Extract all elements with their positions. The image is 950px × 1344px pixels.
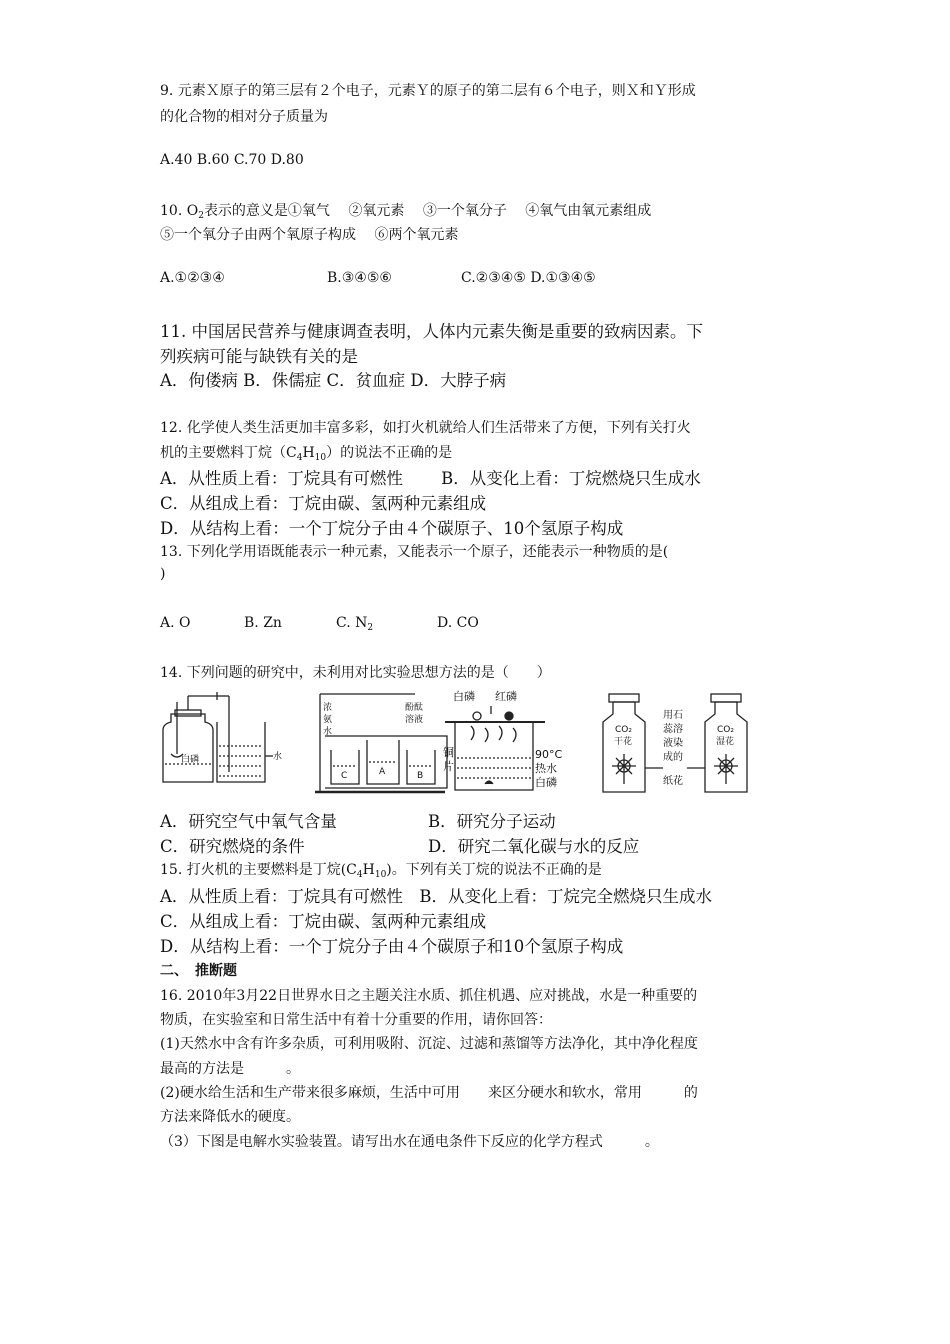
q12-line2 [160,442,452,463]
fig2-beaker-c: C [341,771,348,781]
fig2-label-phenol-2: 溶液 [405,715,424,725]
q16-p2-line2: 方法来降低水的硬度。 [160,1109,300,1125]
q15-line1 [160,859,602,880]
q15-sub-c: 4 [356,870,363,880]
fig3-label-temp: 90°C [535,748,563,761]
q14-opt-a: A．研究空气中氧气含量 [160,812,337,831]
q14-opt-b: B．研究分子运动 [428,812,556,831]
q12-sub-c: 4 [296,453,303,463]
q16-line1: 16. 2010年3月22日世界水日之主题关注水质、抓住机遇、应对挑战，水是一种重要的 [160,988,698,1004]
q12-opt-ab: A．从性质上看：丁烷具有可燃性 B．从变化上看：丁烷燃烧只生成水 [160,469,701,488]
fig4-flower-left [612,754,636,784]
q10-num: 10. O [160,203,199,219]
q13-opt-c [336,615,437,633]
q14-figures [155,684,795,804]
q13-line2: ) [160,566,166,582]
q14-opt-c: C．研究燃烧的条件 [160,837,305,856]
q15-opt-c: C．从组成上看：丁烷由碳、氢两种元素组成 [160,912,487,931]
q15-opt-ab: A．从性质上看：丁烷具有可燃性 B．从变化上看：丁烷完全燃烧只生成水 [160,887,713,906]
fig4-dry-flower: 干花 [614,737,633,747]
q10-opt-a: A.①②③④ [160,270,225,286]
fig2-beaker-a: A [379,767,386,777]
q14-line1: 14. 下列问题的研究中，未利用对比实验思想方法的是（ ） [160,665,551,681]
fig2-label-phenol-1: 酚酞 [405,703,424,713]
q12-mid-h: H [302,445,315,461]
fig4-mid-4: 成的 [663,752,683,763]
q15-line1-post: )。下列有关丁烷的说法不正确的是 [386,862,602,878]
q13-line1: 13. 下列化学用语既能表示一种元素，又能表示一个原子，还能表示一种物质的是( [160,544,669,560]
q16-p3-line1: （3）下图是电解水实验装置。请写出水在通电条件下反应的化学方程式 。 [160,1134,659,1150]
q13-opt-c-sub: 2 [367,623,374,633]
q12-sub-h: 10 [314,453,327,463]
q12-line2-post: ）的说法不正确的是 [326,445,453,461]
q10-options [160,270,596,286]
q12-line2-pre: 机的主要燃料丁烷（C [160,445,297,461]
q14-options-row2 [160,833,639,857]
q14-opt-d: D．研究二氧化碳与水的反应 [428,837,640,856]
fig1-apparatus [163,692,273,782]
q9-line2: 的化合物的相对分子质量为 [160,109,328,125]
q14-options-row1 [160,808,556,832]
q12-opt-c: C．从组成上看：丁烷由碳、氢两种元素组成 [160,494,487,513]
q16-p1-line2: 最高的方法是 。 [160,1061,300,1077]
q9-line1: 9. 元素Ｘ原子的第三层有２个电子，元素Ｙ的原子的第二层有６个电子，则Ｘ和Ｙ形成 [160,83,696,99]
fig1-label-w: 水 [273,752,283,762]
q11-line1: 11. 中国居民营养与健康调查表明，人体内元素失衡是重要的致病因素。下 [160,322,703,341]
fig1-label-p: 白磷 [181,755,200,765]
q10-opt-b: B.③④⑤⑥ [327,270,392,286]
fig4-mid-2: 蕊溶 [663,724,683,735]
fig4-wet-flower: 湿花 [716,737,735,747]
fig4-mid-3: 液染 [663,738,683,749]
fig3-label-cu-2: 片 [443,760,454,773]
q12-line1: 12. 化学使人类生活更加丰富多彩，如打火机就给人们生活带来了方便，下列有关打火 [160,420,691,436]
fig2-label-ammonia-1: 浓 [323,703,333,713]
q10-line1 [160,200,651,221]
q16-p2-line1: (2)硬水给生活和生产带来很多麻烦，生活中可用 来区分硬水和软水，常用 的 [160,1085,698,1101]
fig4-mid-1: 用石 [663,710,683,721]
fig4-mid-5: 纸花 [663,776,683,787]
section-heading: 二、 推断题 [160,963,237,979]
q10-line2: ⑤一个氧分子由两个氧原子构成 ⑥两个氧元素 [160,227,459,243]
fig2-apparatus [315,694,447,792]
fig3-apparatus [445,706,545,790]
q11-options: A．佝偻病 B．侏儒症 C．贫血症 D．大脖子病 [160,371,507,390]
fig4-wet-co2: CO₂ [717,725,734,735]
q10-rest: 表示的意义是①氧气 ②氧元素 ③一个氧分子 ④氧气由氧元素组成 [203,203,652,219]
fig4-dry-co2: CO₂ [615,725,632,735]
fig3-label-rp: 红磷 [495,690,517,703]
q12-opt-d: D．从结构上看：一个丁烷分子由４个碳原子、10个氢原子构成 [160,519,624,538]
fig3-label-wp: 白磷 [453,690,475,703]
q13-opt-c-text: C. N [336,615,368,631]
q10-sub: 2 [198,211,204,221]
fig3-label-hot: 热水 [535,762,557,775]
q15-sub-h: 10 [374,870,387,880]
q15-mid-h: H [362,862,375,878]
q13-opt-d: D. CO [437,615,479,631]
q16-line2: 物质，在实验室和日常生活中有着十分重要的作用，请你回答： [160,1012,552,1028]
q16-p1-line1: (1)天然水中含有许多杂质，可利用吸附、沉淀、过滤和蒸馏等方法净化，其中净化程度 [160,1036,698,1052]
q13-opt-b: B. Zn [244,615,282,631]
fig2-label-ammonia-3: 水 [323,727,333,737]
fig3-label-cu-1: 铜 [443,746,454,759]
q13-options [160,615,479,633]
q13-opt-a: A. O [160,615,191,631]
q9-options: A.40 B.60 C.70 D.80 [160,152,304,168]
q10-opt-c: C.②③④⑤ [461,270,526,286]
fig4-flower-right [714,754,738,784]
q15-opt-d: D．从结构上看：一个丁烷分子由４个碳原子和10个氢原子构成 [160,937,624,956]
fig3-label-wp2: 白磷 [535,776,557,789]
q10-opt-d: D.①③④⑤ [530,270,596,286]
q15-line1-pre: 15. 打火机的主要燃料是丁烷(C [160,862,357,878]
fig2-label-ammonia-2: 氨 [323,715,333,725]
fig2-beaker-b: B [417,771,424,781]
q11-line2: 列疾病可能与缺铁有关的是 [160,347,358,366]
